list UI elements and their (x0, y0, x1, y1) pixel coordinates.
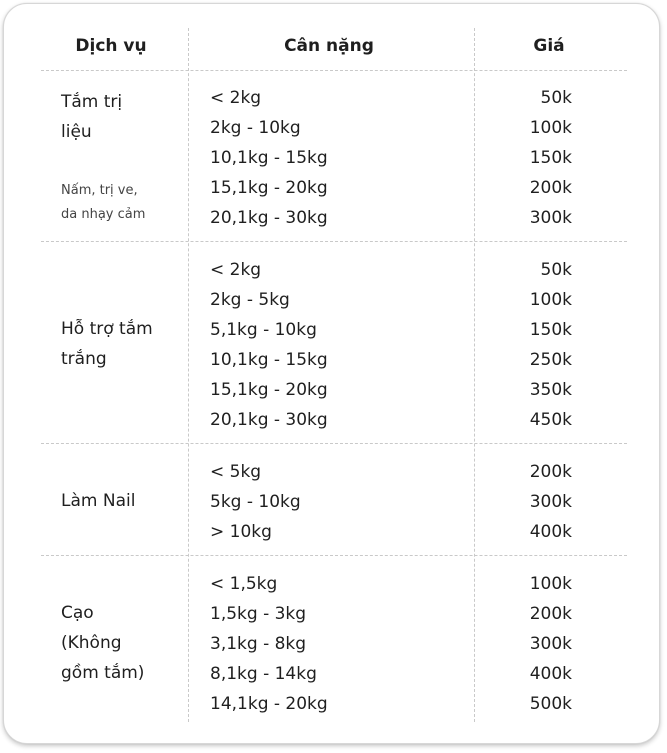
service-name-line: gồm tắm) (61, 663, 145, 683)
price-cell: 350k (529, 380, 572, 400)
weight-cell: 10,1kg - 15kg (210, 350, 328, 370)
weight-cell: 15,1kg - 20kg (210, 178, 328, 198)
column-divider-service (188, 28, 189, 722)
service-name-line: (Không (61, 633, 122, 653)
header-price: Giá (533, 36, 565, 56)
price-cell: 200k (529, 462, 572, 482)
group-divider-1 (41, 241, 627, 242)
weight-cell: < 1,5kg (210, 574, 278, 594)
weight-cell: 10,1kg - 15kg (210, 148, 328, 168)
price-cell: 400k (529, 522, 572, 542)
price-cell: 200k (529, 178, 572, 198)
weight-cell: 15,1kg - 20kg (210, 380, 328, 400)
header-weight: Cân nặng (284, 36, 374, 56)
weight-cell: 1,5kg - 3kg (210, 604, 307, 624)
weight-cell: 3,1kg - 8kg (210, 634, 307, 654)
weight-cell: < 2kg (210, 88, 262, 108)
weight-cell: 8,1kg - 14kg (210, 664, 317, 684)
service-name-line: liệu (61, 122, 92, 142)
weight-cell: 5,1kg - 10kg (210, 320, 317, 340)
price-cell: 300k (529, 492, 572, 512)
header-divider (41, 70, 627, 71)
weight-cell: 20,1kg - 30kg (210, 208, 328, 228)
price-cell: 250k (529, 350, 572, 370)
price-cell: 100k (529, 290, 572, 310)
weight-cell: < 2kg (210, 260, 262, 280)
service-name-line: Cạo (61, 603, 94, 623)
weight-cell: 2kg - 10kg (210, 118, 301, 138)
price-cell: 100k (529, 574, 572, 594)
weight-cell: 5kg - 10kg (210, 492, 301, 512)
price-cell: 50k (540, 88, 572, 108)
service-note-line: Nấm, trị ve, (61, 183, 138, 198)
price-cell: 200k (529, 604, 572, 624)
weight-cell: 14,1kg - 20kg (210, 694, 328, 714)
weight-cell: < 5kg (210, 462, 262, 482)
group-divider-2 (41, 443, 627, 444)
price-cell: 150k (529, 320, 572, 340)
service-name-line: Tắm trị (61, 92, 123, 112)
price-cell: 400k (529, 664, 572, 684)
column-divider-weight (474, 28, 475, 722)
service-note-line: da nhạy cảm (61, 207, 146, 222)
price-table-card (3, 3, 660, 744)
service-name-line: Hỗ trợ tắm (61, 319, 153, 339)
price-cell: 50k (540, 260, 572, 280)
price-cell: 300k (529, 208, 572, 228)
price-cell: 100k (529, 118, 572, 138)
service-name-line: trắng (61, 349, 107, 369)
price-cell: 150k (529, 148, 572, 168)
service-name-line: Làm Nail (61, 491, 136, 511)
weight-cell: 20,1kg - 30kg (210, 410, 328, 430)
group-divider-3 (41, 555, 627, 556)
header-service: Dịch vụ (75, 36, 147, 56)
weight-cell: 2kg - 5kg (210, 290, 290, 310)
price-cell: 500k (529, 694, 572, 714)
weight-cell: > 10kg (210, 522, 272, 542)
price-cell: 300k (529, 634, 572, 654)
price-cell: 450k (529, 410, 572, 430)
